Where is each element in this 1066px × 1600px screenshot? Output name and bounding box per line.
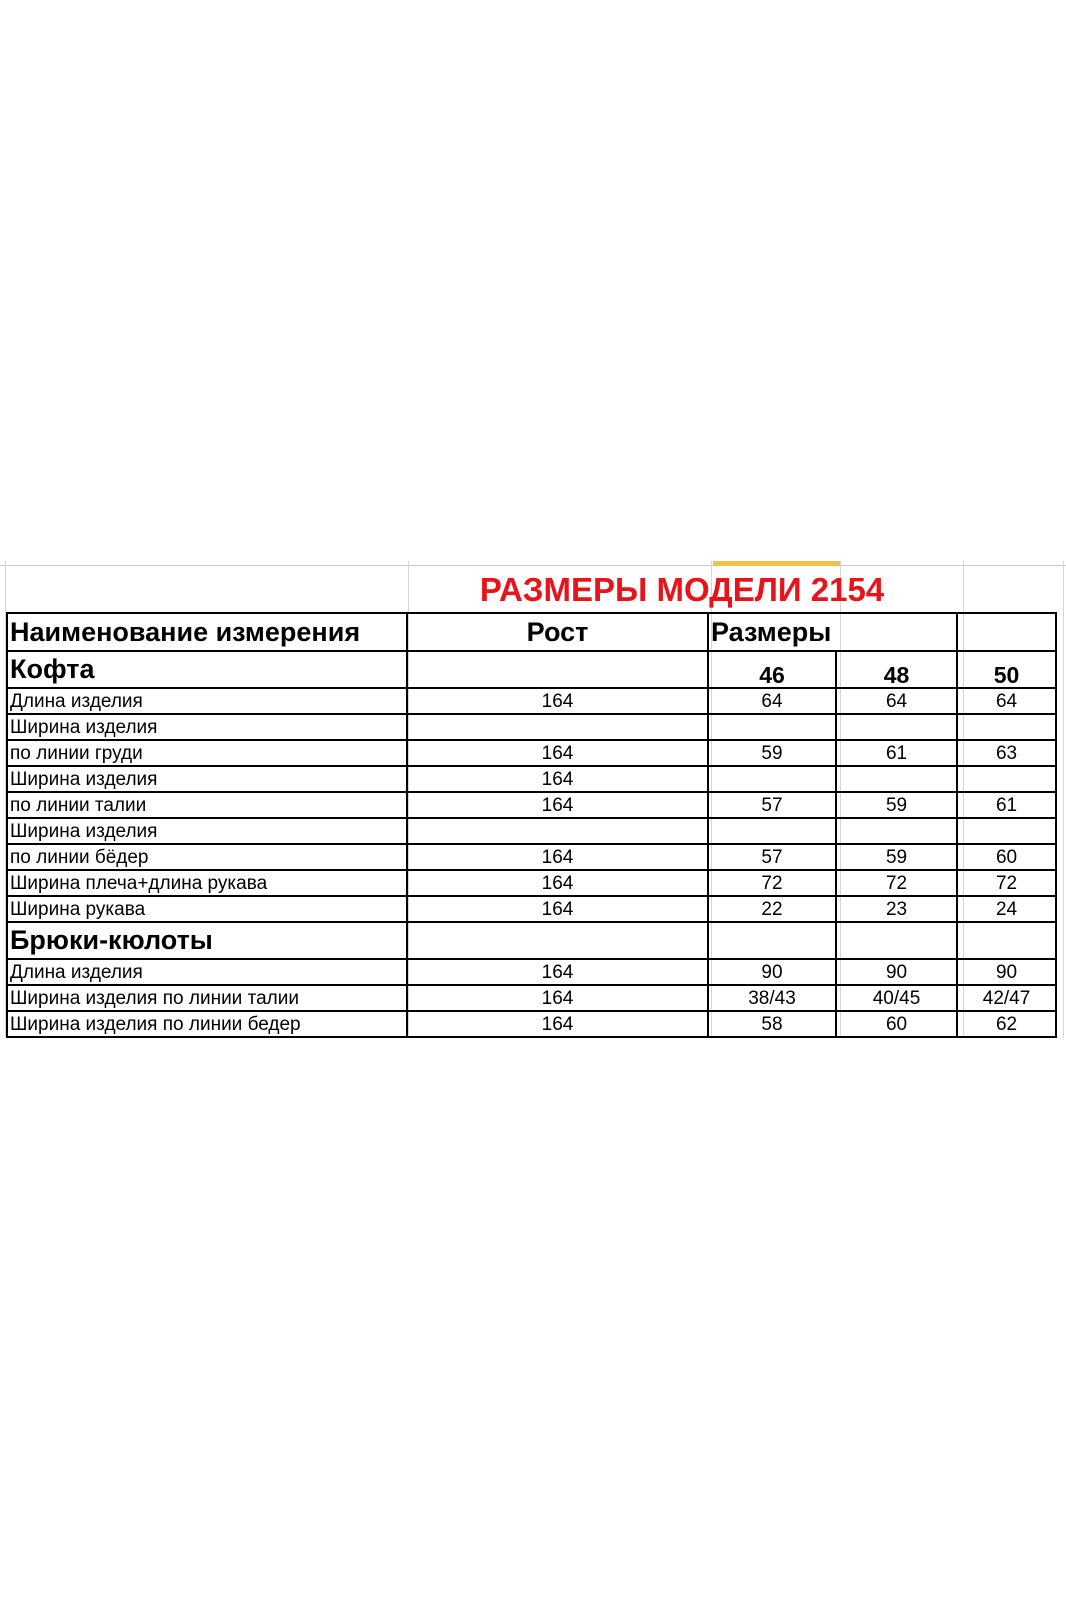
measurement-label: Ширина изделия [7,766,407,792]
height-value: 164 [407,766,708,792]
size-48-value [836,714,957,740]
size-48-value: 59 [836,844,957,870]
page-title: РАЗМЕРЫ МОДЕЛИ 2154 [407,566,957,613]
height-value: 164 [407,1011,708,1037]
size-50-value [957,766,1056,792]
height-value: 164 [407,740,708,766]
size-46-value: 58 [708,1011,836,1037]
size-46-value [708,714,836,740]
measurement-label: по линии груди [7,740,407,766]
height-value: 164 [407,896,708,922]
size-46-value: 38/43 [708,985,836,1011]
header-height-cell: Рост [407,613,708,651]
size-48-label: 48 [836,651,957,688]
size-50-value: 72 [957,870,1056,896]
size-46-value: 59 [708,740,836,766]
table-row [7,959,1056,985]
table-row [7,740,1056,766]
table-row [7,870,1056,896]
size-46-label: 46 [708,651,836,688]
section-row-bryuki [7,922,1056,959]
measurement-label: по линии талии [7,792,407,818]
height-value: 164 [407,688,708,714]
measurement-label: Длина изделия [7,959,407,985]
size-chart-sheet [0,561,1066,1037]
header-name-cell: Наименование измерения [7,613,407,651]
height-value: 164 [407,844,708,870]
size-50-value: 42/47 [957,985,1056,1011]
size-48-value: 60 [836,1011,957,1037]
size-50-value: 64 [957,688,1056,714]
size-48-value: 59 [836,792,957,818]
measurement-label: Ширина рукава [7,896,407,922]
size-46-value: 57 [708,844,836,870]
section-row-kofta [7,651,1056,688]
measurement-label: по линии бёдер [7,844,407,870]
table-row [7,896,1056,922]
measurement-label: Ширина изделия [7,818,407,844]
size-50-value: 24 [957,896,1056,922]
height-value: 164 [407,959,708,985]
height-value: 164 [407,870,708,896]
size-46-value: 90 [708,959,836,985]
size-50-value [957,818,1056,844]
table-row [7,766,1056,792]
size-46-value: 22 [708,896,836,922]
size-46-value: 72 [708,870,836,896]
size-table [6,566,1057,1038]
size-50-value: 63 [957,740,1056,766]
measurement-label: Ширина изделия по линии талии [7,985,407,1011]
size-50-label: 50 [957,651,1056,688]
height-value: 164 [407,792,708,818]
measurement-label: Ширина изделия по линии бедер [7,1011,407,1037]
header-sizes-cell: Размеры [708,613,836,651]
size-48-value [836,818,957,844]
size-50-value: 90 [957,959,1056,985]
table-row [7,985,1056,1011]
size-48-value: 61 [836,740,957,766]
height-value: 164 [407,985,708,1011]
measurement-label: Длина изделия [7,688,407,714]
table-row [7,844,1056,870]
size-50-value [957,714,1056,740]
size-50-value: 60 [957,844,1056,870]
table-row [7,1011,1056,1037]
size-48-value: 40/45 [836,985,957,1011]
table-row [7,818,1056,844]
size-48-value: 64 [836,688,957,714]
size-46-value [708,818,836,844]
size-48-value: 23 [836,896,957,922]
size-46-value [708,766,836,792]
size-50-value: 62 [957,1011,1056,1037]
size-50-value: 61 [957,792,1056,818]
bryuki-rows [7,959,1056,1037]
height-value [407,818,708,844]
size-48-value: 90 [836,959,957,985]
sheet-gridline [1063,561,1064,1037]
title-row [7,566,1056,613]
size-46-value: 57 [708,792,836,818]
table-row [7,792,1056,818]
size-48-value: 72 [836,870,957,896]
size-46-value: 64 [708,688,836,714]
height-value [407,714,708,740]
kofta-rows [7,688,1056,922]
measurement-label: Ширина изделия [7,714,407,740]
section-label: Кофта [7,651,407,688]
size-48-value [836,766,957,792]
table-row [7,714,1056,740]
measurement-label: Ширина плеча+длина рукава [7,870,407,896]
header-row [7,613,1056,651]
section-label: Брюки-кюлоты [7,922,407,959]
table-row [7,688,1056,714]
